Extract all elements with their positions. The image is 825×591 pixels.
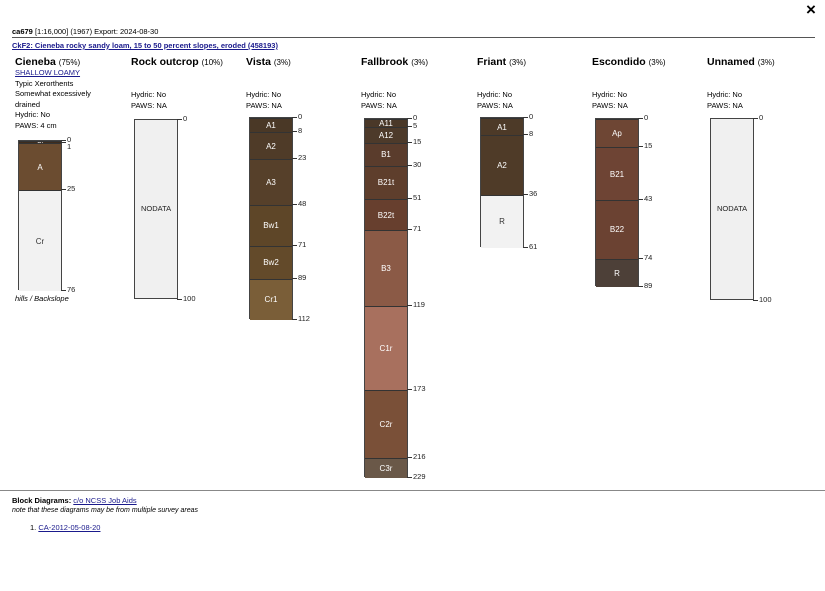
info-line: Hydric: No bbox=[246, 90, 282, 99]
horizon-bw2: Bw2 bbox=[250, 246, 292, 278]
info-line: PAWS: NA bbox=[246, 100, 282, 110]
depth-tick bbox=[292, 131, 297, 132]
depth-label: 48 bbox=[298, 198, 307, 208]
component-name: Rock outcrop bbox=[131, 56, 199, 68]
horizon-b22: B22 bbox=[596, 200, 638, 259]
component-percent: (3%) bbox=[757, 58, 775, 67]
depth-label: 51 bbox=[413, 192, 422, 202]
info-line: drained bbox=[15, 99, 41, 109]
component-info bbox=[131, 90, 167, 111]
horizon-a: A bbox=[19, 143, 61, 190]
info-line: Typic Xerorthents bbox=[15, 78, 74, 88]
component-name: Escondido bbox=[592, 56, 646, 68]
info-line: Hydric: No bbox=[707, 90, 743, 99]
horizon-a2: A2 bbox=[481, 135, 523, 195]
soil-column bbox=[18, 140, 62, 290]
depth-label: 0 bbox=[298, 112, 303, 121]
horizon-bw1: Bw1 bbox=[250, 205, 292, 246]
component-friant bbox=[477, 56, 526, 68]
depth-label: 36 bbox=[529, 188, 538, 198]
depth-tick bbox=[292, 278, 297, 279]
depth-label: 5 bbox=[413, 120, 418, 130]
depth-tick bbox=[292, 158, 297, 159]
depth-label: 89 bbox=[644, 281, 653, 290]
horizon-r: R bbox=[596, 259, 638, 287]
depth-tick bbox=[177, 299, 182, 300]
depth-tick bbox=[638, 258, 643, 259]
info-line: PAWS: NA bbox=[592, 100, 628, 110]
component-percent: (10%) bbox=[201, 58, 223, 67]
depth-tick bbox=[61, 140, 66, 141]
depth-label: 173 bbox=[413, 384, 426, 394]
info-line: PAWS: NA bbox=[477, 100, 513, 110]
depth-label: 61 bbox=[529, 242, 538, 251]
component-percent: (3%) bbox=[648, 58, 666, 67]
component-rock-outcrop bbox=[131, 56, 223, 68]
depth-tick bbox=[407, 229, 412, 230]
depth-label: 229 bbox=[413, 472, 426, 481]
depth-tick bbox=[523, 194, 528, 195]
component-percent: (75%) bbox=[58, 58, 81, 67]
component-name: Friant bbox=[477, 56, 507, 68]
info-line: PAWS: NA bbox=[707, 100, 743, 110]
component-percent: (3%) bbox=[273, 58, 291, 67]
component-name: Vista bbox=[246, 56, 271, 68]
horizon-c3r: C3r bbox=[365, 458, 407, 478]
horizon-a1: A1 bbox=[481, 118, 523, 135]
mapunit-link[interactable]: CkF2: Cieneba rocky sandy loam, 15 to 50 percent slopes, eroded (458193) bbox=[12, 41, 278, 50]
horizon-b1: B1 bbox=[365, 143, 407, 167]
horizon-r: R bbox=[481, 195, 523, 248]
depth-tick bbox=[638, 146, 643, 147]
depth-label: 0 bbox=[644, 113, 649, 122]
survey-code: ca679 bbox=[12, 27, 33, 36]
info-line: PAWS: 4 cm bbox=[15, 120, 57, 130]
info-line: PAWS: NA bbox=[131, 100, 167, 110]
nodata-label: NODATA bbox=[141, 204, 172, 213]
component-vista bbox=[246, 56, 291, 68]
info-line: Hydric: No bbox=[361, 90, 397, 99]
depth-tick bbox=[638, 199, 643, 200]
depth-label: 89 bbox=[298, 272, 307, 282]
depth-tick bbox=[638, 286, 643, 287]
component-name: Unnamed bbox=[707, 56, 755, 68]
close-icon[interactable]: × bbox=[806, 0, 816, 19]
info-line: Hydric: No bbox=[592, 90, 628, 99]
horizon-b3: B3 bbox=[365, 230, 407, 305]
block-diagrams-label: Block Diagrams: bbox=[12, 496, 72, 505]
component-info bbox=[246, 90, 282, 111]
depth-label: 23 bbox=[298, 153, 307, 163]
depth-label: 0 bbox=[759, 113, 764, 122]
info-line: Hydric: No bbox=[15, 110, 51, 119]
block-diagrams-note: note that these diagrams may be from multiple survey areas bbox=[12, 507, 198, 514]
component-name: Fallbrook bbox=[361, 56, 409, 68]
nodata-label: NODATA bbox=[717, 204, 748, 213]
component-name: Cieneba bbox=[15, 56, 56, 68]
horizon-cr1: Cr1 bbox=[250, 279, 292, 320]
depth-label: 30 bbox=[413, 160, 422, 170]
soil-column bbox=[364, 118, 408, 477]
info-line: Somewhat excessively bbox=[15, 89, 91, 98]
depth-tick bbox=[407, 165, 412, 166]
info-line: Hydric: No bbox=[477, 90, 513, 99]
depth-tick bbox=[638, 118, 643, 119]
depth-label: 25 bbox=[67, 184, 76, 194]
block-diagrams bbox=[12, 496, 137, 505]
horizon-a11: A11 bbox=[365, 119, 407, 127]
component-unnamed bbox=[707, 56, 775, 68]
block-diagram-link[interactable]: CA-2012-05-08-20 bbox=[38, 523, 101, 532]
depth-tick bbox=[61, 189, 66, 190]
depth-tick bbox=[407, 457, 412, 458]
depth-label: 1 bbox=[67, 141, 72, 151]
horizon-b22t: B22t bbox=[365, 199, 407, 230]
depth-label: 71 bbox=[298, 240, 307, 250]
depth-tick bbox=[292, 245, 297, 246]
depth-label: 216 bbox=[413, 451, 426, 461]
depth-tick bbox=[523, 247, 528, 248]
depth-tick bbox=[753, 300, 758, 301]
depth-label: 15 bbox=[413, 136, 422, 146]
depth-label: 76 bbox=[67, 285, 76, 294]
list-number: 1. bbox=[30, 523, 37, 532]
depth-tick bbox=[292, 204, 297, 205]
horizon-a1: A1 bbox=[250, 118, 292, 132]
landform-label: hills / Backslope bbox=[15, 294, 69, 303]
depth-tick bbox=[177, 119, 182, 120]
component-percent: (3%) bbox=[509, 58, 526, 67]
component-info bbox=[592, 90, 628, 111]
component-escondido bbox=[592, 56, 665, 68]
component-info bbox=[707, 90, 743, 111]
depth-label: 0 bbox=[413, 113, 418, 122]
component-fallbrook bbox=[361, 56, 428, 68]
horizon-ap: Ap bbox=[596, 119, 638, 147]
depth-tick bbox=[753, 118, 758, 119]
depth-tick bbox=[407, 142, 412, 143]
depth-label: 0 bbox=[183, 114, 188, 123]
horizon-cr: Cr bbox=[19, 190, 61, 291]
depth-tick bbox=[61, 142, 66, 143]
footer-divider bbox=[0, 490, 825, 491]
component-percent: (3%) bbox=[411, 58, 429, 67]
depth-tick bbox=[407, 118, 412, 119]
soil-column bbox=[249, 117, 293, 319]
info-line: PAWS: NA bbox=[361, 100, 397, 110]
horizon-a2: A2 bbox=[250, 132, 292, 159]
soil-column bbox=[480, 117, 524, 247]
component-info bbox=[477, 90, 513, 111]
depth-tick bbox=[407, 477, 412, 478]
ncss-job-aids-link[interactable]: c/o NCSS Job Aids bbox=[73, 496, 137, 505]
ecosite-link[interactable]: SHALLOW LOAMY bbox=[15, 68, 81, 77]
depth-label: 74 bbox=[644, 252, 653, 262]
depth-tick bbox=[407, 389, 412, 390]
depth-tick bbox=[523, 117, 528, 118]
depth-label: 43 bbox=[644, 194, 653, 204]
depth-label: 8 bbox=[529, 129, 534, 139]
info-line: Hydric: No bbox=[131, 90, 167, 99]
depth-tick bbox=[292, 117, 297, 118]
depth-tick bbox=[61, 290, 66, 291]
horizon-b21: B21 bbox=[596, 147, 638, 200]
header-divider bbox=[12, 37, 815, 38]
depth-label: 100 bbox=[183, 294, 196, 303]
horizon-c1r: C1r bbox=[365, 306, 407, 391]
survey-info: [1:16,000] (1967) Export: 2024-08-30 bbox=[34, 27, 159, 36]
horizon-a3: A3 bbox=[250, 159, 292, 204]
depth-label: 0 bbox=[529, 112, 534, 121]
depth-tick bbox=[523, 134, 528, 135]
depth-label: 71 bbox=[413, 224, 422, 234]
depth-label: 8 bbox=[298, 126, 303, 136]
block-diagram-list bbox=[30, 523, 100, 532]
horizon-c2r: C2r bbox=[365, 390, 407, 457]
depth-tick bbox=[407, 198, 412, 199]
depth-tick bbox=[407, 126, 412, 127]
depth-label: 112 bbox=[298, 314, 310, 323]
depth-label: 119 bbox=[413, 299, 425, 309]
depth-label: 0 bbox=[67, 135, 72, 144]
horizon-a12: A12 bbox=[365, 127, 407, 143]
depth-label: 15 bbox=[644, 141, 653, 151]
survey-header bbox=[12, 27, 158, 36]
component-info bbox=[361, 90, 397, 111]
depth-label: 100 bbox=[759, 295, 772, 304]
depth-tick bbox=[407, 305, 412, 306]
component-cieneba bbox=[15, 56, 80, 68]
horizon-b21t: B21t bbox=[365, 166, 407, 199]
soil-column bbox=[595, 118, 639, 286]
component-info bbox=[15, 68, 91, 131]
depth-tick bbox=[292, 319, 297, 320]
